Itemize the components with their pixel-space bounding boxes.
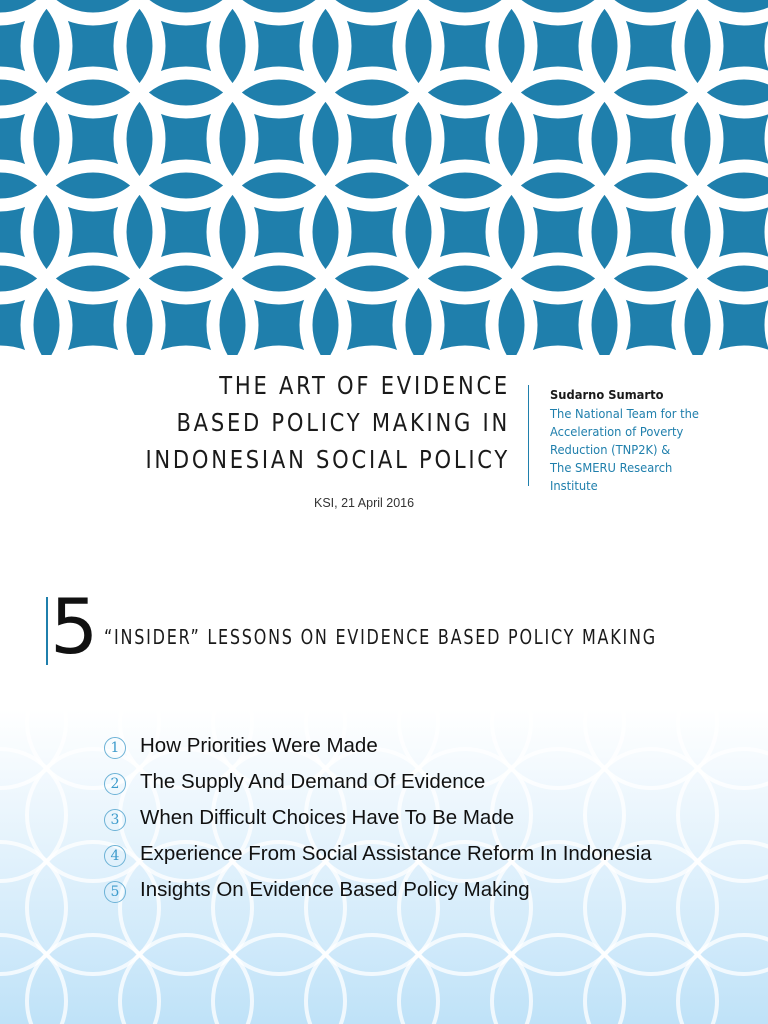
list-item-text: When Difficult Choices Have To Be Made: [140, 806, 515, 829]
decorative-banner: [0, 0, 768, 355]
list-item: [104, 880, 724, 903]
circled-number: 4: [104, 845, 126, 867]
list-item: [104, 808, 724, 831]
pattern-ring: [585, 935, 717, 1024]
affiliation-line: Acceleration of Poverty: [550, 424, 684, 439]
list-item-text: The Supply And Demand Of Evidence: [140, 770, 486, 793]
circled-number: 5: [104, 881, 126, 903]
pattern-ring: [0, 749, 66, 881]
title-line: BASED POLICY MAKING IN: [176, 408, 510, 437]
list-item: [104, 736, 724, 759]
list-item-text: Insights On Evidence Based Policy Making: [140, 878, 530, 901]
list-item: [104, 844, 724, 867]
author-name: Sudarno Sumarto: [550, 387, 664, 402]
affiliation-line: Reduction (TNP2K) &: [550, 442, 671, 457]
lessons-list-section: [0, 710, 768, 1024]
pattern-ring: [120, 935, 252, 1024]
pattern-ring: [306, 935, 438, 1024]
circle-pattern-graphic: [0, 0, 768, 355]
title-line: INDONESIAN SOCIAL POLICY: [145, 445, 511, 474]
lessons-heading: “INSIDER” LESSONS ON EVIDENCE BASED POLICY MAKING: [104, 625, 657, 649]
presentation-date: KSI, 21 April 2016: [314, 496, 415, 510]
pattern-ring: [492, 935, 624, 1024]
presentation-title: [80, 367, 510, 478]
lessons-count: 5: [50, 582, 99, 671]
circled-number: 2: [104, 773, 126, 795]
pattern-ring: [0, 842, 66, 974]
accent-bar: [46, 597, 48, 665]
list-item-text: How Priorities Were Made: [140, 734, 378, 757]
title-line: THE ART OF EVIDENCE: [219, 371, 510, 400]
list-item-text: Experience From Social Assistance Reform In Indonesia: [140, 842, 652, 865]
pattern-ring: [27, 935, 159, 1024]
pattern-ring: [399, 935, 531, 1024]
affiliation-line: Institute: [550, 478, 598, 493]
author-affiliation: [550, 405, 743, 495]
lessons-list: [104, 736, 724, 916]
circled-number: 3: [104, 809, 126, 831]
list-item: [104, 772, 724, 795]
divider: [528, 385, 529, 486]
pattern-ring: [213, 935, 345, 1024]
lessons-header: [0, 570, 768, 710]
title-section: [0, 355, 768, 570]
affiliation-line: The National Team for the: [550, 406, 700, 421]
affiliation-line: The SMERU Research: [550, 460, 673, 475]
circled-number: 1: [104, 737, 126, 759]
